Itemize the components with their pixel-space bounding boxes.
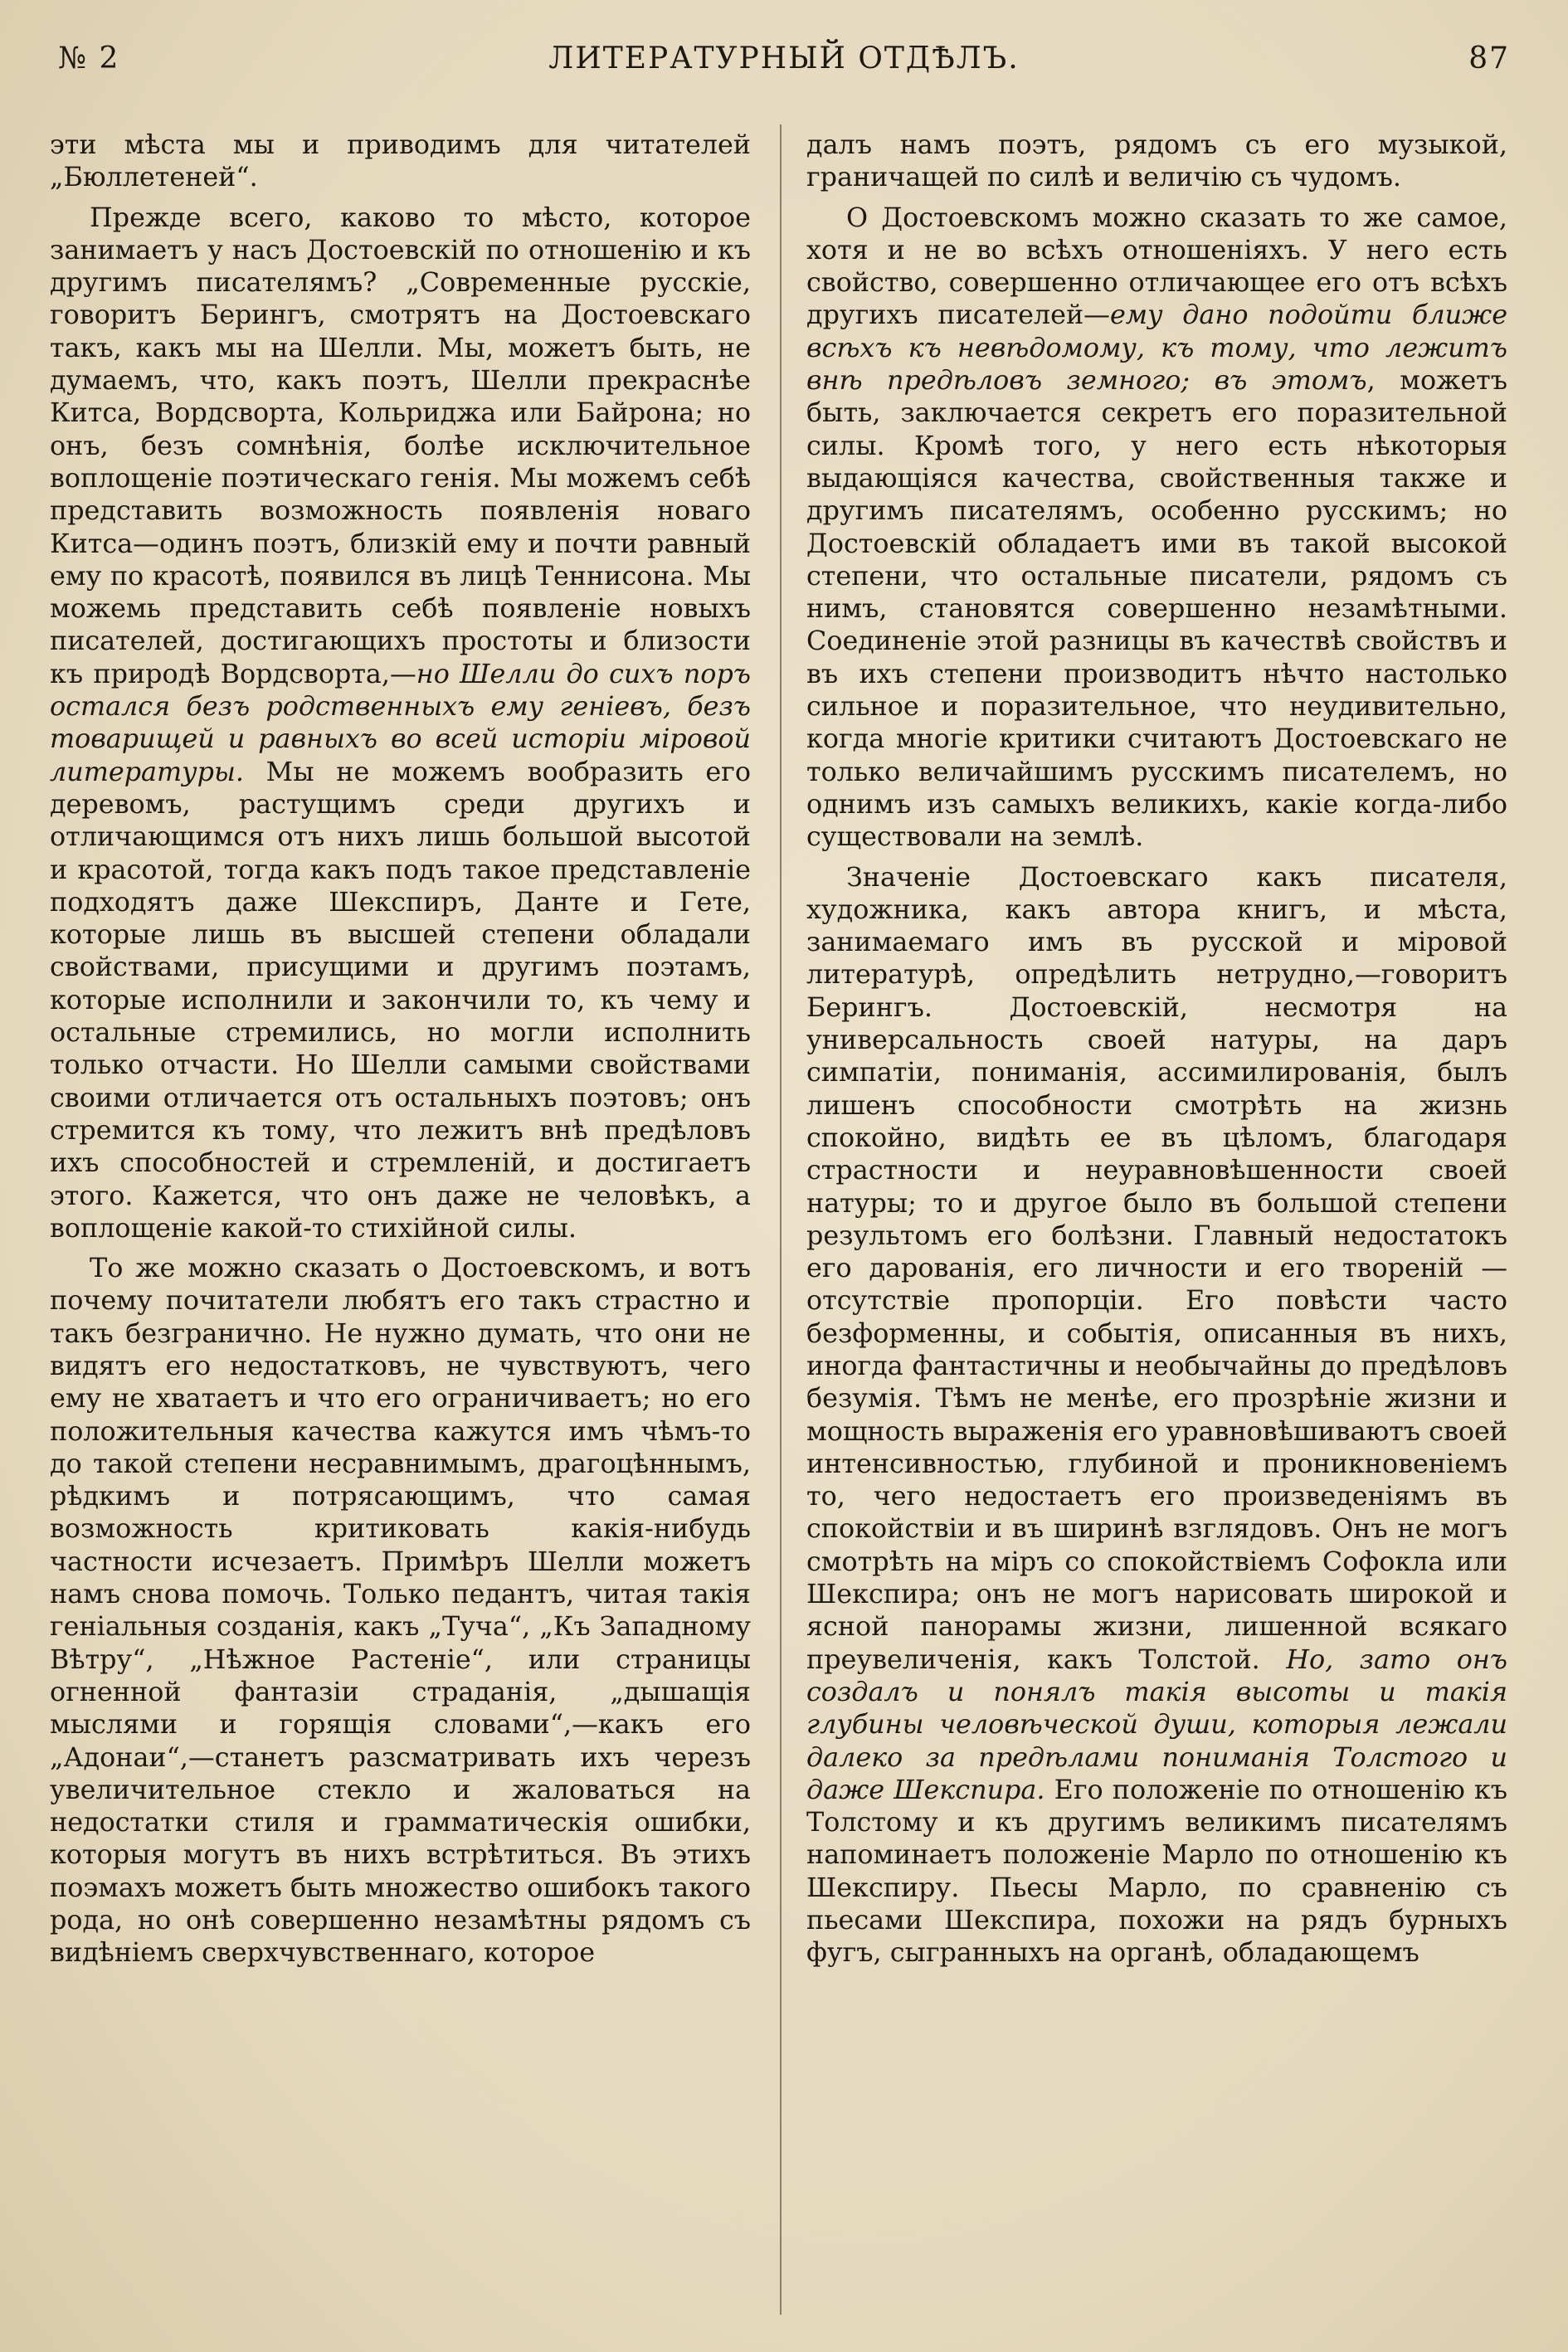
paragraph bbox=[806, 202, 1507, 854]
italic-text-run: Но, зато онъ создалъ и понялъ такія высоты и такія глубины человѣческой души, которыя лежали далеко за предѣлами пониманія Толстого и даже Шекспира. bbox=[806, 1643, 1507, 1805]
paragraph bbox=[50, 129, 751, 194]
page-number: 87 bbox=[1468, 41, 1510, 75]
text-run: эти мѣста мы и приводимъ для читателей „Бюллетеней“. bbox=[50, 129, 751, 193]
paragraph bbox=[806, 861, 1507, 1970]
text-run: То же можно сказать о Достоевскомъ, и вотъ почему почитатели любятъ его такъ страстно и такъ безгранично. Не нужно думать, что они не видятъ его недостатковъ, не чувствуютъ, чего ему не хватаетъ и что его ограничиваетъ; но его положительныя качества кажутся имъ чѣмъ-то до такой степени несравнимымъ, драгоцѣннымъ, рѣдкимъ и потрясающимъ, что самая возможность критиковать какія-нибудь частности исчезаетъ. Примѣръ Шелли можетъ намъ снова помочь. Только педантъ, читая такія геніальныя созданія, какъ „Туча“, „Къ Западному Вѣтру“, „Нѣжное Растеніе“, или страницы огненной фантазіи страданія, „дышащія мыслями и горящія словами“,—какъ его „Адонаи“,—станетъ разсматривать ихъ черезъ увеличительное стекло и жаловаться на недостатки стиля и грамматическія ошибки, которыя могутъ въ нихъ встрѣтиться. Въ этихъ поэмахъ можетъ быть множество ошибокъ такого рода, но онѣ совершенно незамѣтны рядомъ съ видѣніемъ сверхчувственнаго, которое bbox=[50, 1253, 751, 1969]
paragraph bbox=[806, 129, 1507, 194]
text-run: Значеніе Достоевскаго какъ писателя, художника, какъ автора книгъ, и мѣста, занимаемаго имъ въ русской и міровой литературѣ, опредѣлить нетрудно,—говоритъ Берингъ. Достоевскій, несмотря на универсальность своей натуры, на даръ симпатіи, пониманія, ассимилированія, былъ лишенъ способности смотрѣть на жизнь спокойно, видѣть ее въ цѣломъ, благодаря страстности и неуравновѣшенности своей натуры; то и другое было въ большой степени результомъ его болѣзни. Главный недостатокъ его дарованія, его личности и его твореній — отсутствіе пропорціи. Его повѣсти часто безформенны, и событія, описанныя въ нихъ, иногда фантастичны и необычайны до предѣловъ безумія. Тѣмъ не менѣе, его прозрѣніе жизни и мощность выраженія его уравновѣшиваютъ своей интенсивностью, глубиной и проникновеніемъ то, чего недостаетъ его произведеніямъ въ спокойствіи и въ ширинѣ взглядовъ. Онъ не могъ смотрѣть на міръ со спокойствіемъ Софокла или Шекспира; онъ не могъ нарисовать широкой и ясной панорамы жизни, лишенной всякаго преувеличенія, какъ Толстой. bbox=[806, 861, 1507, 1675]
column-divider bbox=[780, 124, 782, 2315]
left-column bbox=[50, 129, 751, 1977]
text-run: , можетъ быть, заключается секретъ его поразительной силы. Кромѣ того, у него есть нѣкоторыя выдающіяся качества, свойственныя также и другимъ писателямъ, особенно русскимъ; но Достоевскій обладаетъ ими въ такой высокой степени, что остальные писатели, рядомъ съ нимъ, становятся совершенно незамѣтными. Соединеніе этой разницы въ качествѣ свойствъ и въ ихъ степени производитъ нѣчто настолько сильное и поразительное, что неудивительно, когда многіе критики считаютъ Достоевскаго не только величайшимъ русскимъ писателемъ, но однимъ изъ самыхъ великихъ, какіе когда-либо существовали на землѣ. bbox=[806, 365, 1508, 853]
italic-text-run: но Шелли до сихъ поръ остался безъ родственныхъ ему геніевъ, безъ товарищей и равныхъ во всей исторіи міровой литературы. bbox=[50, 658, 751, 787]
section-title: ЛИТЕРАТУРНЫЙ ОТДѢЛЪ. bbox=[548, 41, 1020, 75]
right-column bbox=[806, 129, 1507, 1977]
paragraph bbox=[50, 1252, 751, 1970]
text-run: О Достоевскомъ можно сказать то же самое, хотя и не во всѣхъ отношеніяхъ. У него есть свойство, совершенно отличающее его отъ всѣхъ другихъ писателей— bbox=[806, 202, 1507, 331]
running-header bbox=[58, 41, 1510, 91]
issue-number: № 2 bbox=[58, 41, 120, 75]
text-run: Его положеніе по отношенію къ Толстому и къ другимъ великимъ писателямъ напоминаетъ положеніе Марло по отношенію къ Шекспиру. Пьесы Марло, по сравненію съ пьесами Шекспира, похожи на рядъ бурныхъ фугъ, сыгранныхъ на органѣ, обладающемъ bbox=[806, 1774, 1507, 1969]
text-run: Мы не можемъ вообразить его деревомъ, растущимъ среди другихъ и отличающимся отъ нихъ лишь большой высотой и красотой, тогда какъ подъ такое представленіе подходятъ даже Шекспиръ, Данте и Гете, которые лишь въ высшей степени обладали свойствами, присущими и другимъ поэтамъ, которые исполнили и закончили то, къ чему и остальные стремились, но могли исполнить только отчасти. Но Шелли самыми свойствами своими отличается отъ остальныхъ поэтовъ; онъ стремится къ тому, что лежитъ внѣ предѣловъ ихъ способностей и стремленій, и достигаетъ этого. Кажется, что онъ даже не человѣкъ, а воплощеніе какой-то стихійной силы. bbox=[50, 756, 751, 1244]
text-run: Прежде всего, каково то мѣсто, которое занимаетъ у насъ Достоевскій по отношенію и къ другимъ писателямъ? „Современные русскіе, говоритъ Берингъ, смотрятъ на Достоевскаго такъ, какъ мы на Шелли. Мы, можетъ быть, не думаемъ, что, какъ поэтъ, Шелли прекраснѣе Китса, Вордсворта, Кольриджа или Байрона; но онъ, безъ сомнѣнія, болѣе исключительное воплощеніе поэтическаго генія. Мы можемъ себѣ представить возможность появленія новаго Китса—одинъ поэтъ, близкій ему и почти равный ему по красотѣ, появился въ лицѣ Теннисона. Мы можемь представить себѣ появленіе новыхъ писателей, достигающихъ простоты и близости къ природѣ Вордсворта,— bbox=[50, 202, 751, 689]
text-run: далъ намъ поэтъ, рядомъ съ его музыкой, граничащей по силѣ и величію съ чудомъ. bbox=[806, 129, 1507, 193]
italic-text-run: ему дано подойти ближе всѣхъ къ невѣдомому, къ тому, что лежитъ внѣ предѣловъ земного; въ этомъ bbox=[806, 299, 1508, 397]
paragraph bbox=[50, 202, 751, 1245]
